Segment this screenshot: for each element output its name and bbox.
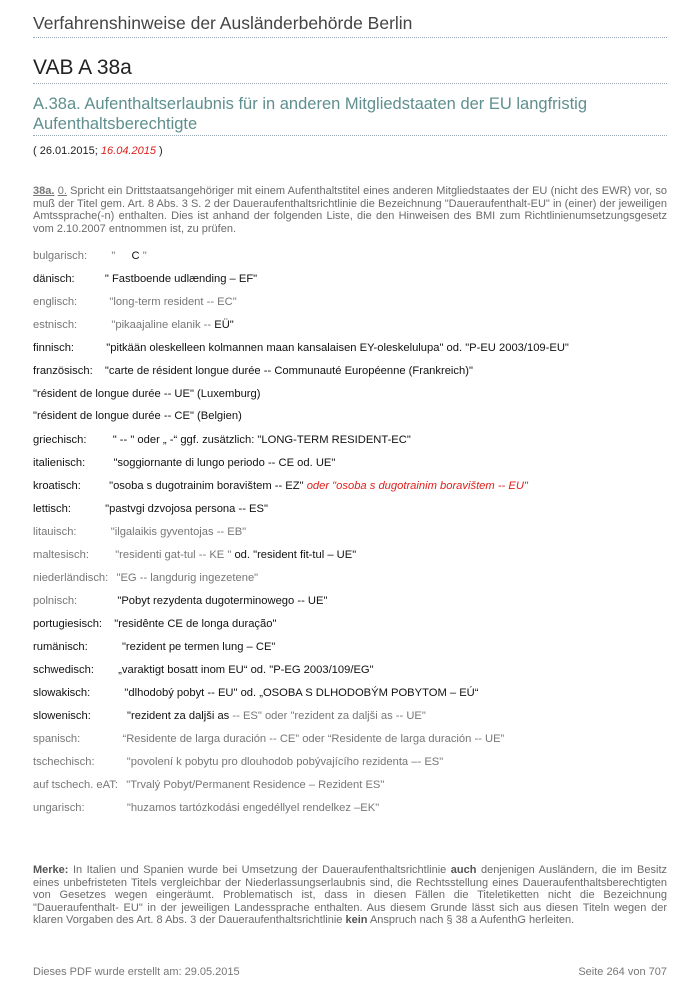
divider <box>33 83 667 84</box>
language-term: С <box>131 250 140 262</box>
date-open: ( 26.01.2015; <box>33 145 98 157</box>
language-label: italienisch: <box>33 457 86 469</box>
revision-dates <box>33 145 163 157</box>
subparagraph-marker[interactable]: 0. <box>57 185 67 197</box>
date-changed: 16.04.2015 <box>100 145 156 157</box>
language-label: ungarisch: <box>33 802 85 814</box>
language-term: “Residente de larga duración -- CE” oder “Residente de larga duración -- UE” <box>122 733 505 745</box>
date-close: ) <box>159 145 163 157</box>
language-term-alt: od. "resident fit-tul – UE" <box>234 549 357 561</box>
language-label: kroatisch: <box>33 480 81 492</box>
language-row-maltesisch <box>33 548 356 562</box>
merke-label: Merke: <box>33 864 69 876</box>
language-row-kroatisch <box>33 479 528 493</box>
language-term: "huzamos tartózkodási engedéllyel rendelkez –EK" <box>126 802 380 814</box>
language-row-slowakisch <box>33 686 478 700</box>
language-term: "soggiornante di lungo periodo -- CE od. UE" <box>113 457 336 469</box>
language-term: "Trvalý Pobyt/Permanent Residence – Rezident ES" <box>126 779 385 791</box>
language-row-englisch <box>33 295 237 309</box>
language-label: slowakisch: <box>33 687 91 699</box>
language-label: bulgarisch: <box>33 250 88 262</box>
language-row-franzoesisch <box>33 364 473 378</box>
language-label: rumänisch: <box>33 641 88 653</box>
language-term: "rezident pe termen lung – CE" <box>121 641 276 653</box>
language-label: finnisch: <box>33 342 75 354</box>
language-term: " Fastboende udlænding – EF" <box>104 273 258 285</box>
language-row-lettisch <box>33 502 268 516</box>
language-term: „varaktigt bosatt inom EU“ od. "P-EG 2003/109/EG" <box>118 664 374 676</box>
language-row-franzoesisch-luxemburg <box>33 387 260 401</box>
language-label: auf tschech. eAT: <box>33 779 118 791</box>
language-row-ungarisch <box>33 801 379 815</box>
divider <box>33 37 667 38</box>
language-term: "pikaajaline elanik -- <box>111 319 212 331</box>
language-label: tschechisch: <box>33 756 95 768</box>
language-row-franzoesisch-belgien <box>33 409 242 423</box>
language-label: englisch: <box>33 296 78 308</box>
language-row-tschechisch <box>33 755 443 769</box>
language-label: französisch: <box>33 365 93 377</box>
language-row-griechisch <box>33 433 411 447</box>
language-label: slowenisch: <box>33 710 91 722</box>
intro-paragraph <box>33 185 667 235</box>
language-term: "long-term resident -- EC" <box>109 296 237 308</box>
language-label: griechisch: <box>33 434 87 446</box>
language-label: niederländisch: <box>33 572 109 584</box>
language-term: "dlhodobý pobyt -- EU" od. „OSOBA S DLHODOBÝM POBYTOM – EÚ“ <box>124 687 479 699</box>
language-row-polnisch <box>33 594 327 608</box>
language-label: portugiesisch: <box>33 618 103 630</box>
language-term: " -- " oder „ -“ ggf. zusätzlich: "LONG-TERM RESIDENT-EC" <box>112 434 411 446</box>
language-row-niederlaendisch <box>33 571 258 585</box>
language-term-suffix: EÜ" <box>214 319 234 331</box>
language-term: "rezident za daljši as <box>127 710 230 722</box>
language-row-italienisch <box>33 456 335 470</box>
language-row-slowenisch <box>33 709 426 723</box>
language-row-rumaenisch <box>33 640 275 654</box>
site-title: Verfahrenshinweise der Ausländerbehörde Berlin <box>33 13 413 33</box>
language-term: "osoba s dugotrainim boravištem -- EZ" <box>109 480 304 492</box>
language-row-finnisch <box>33 341 569 355</box>
language-term: "povolení k pobytu pro dlouhodob pobývajícího rezidenta –- ES" <box>126 756 444 768</box>
language-term-amendment: oder "osoba s dugotrainim boravištem -- EU" <box>306 480 528 492</box>
language-row-spanisch <box>33 732 504 746</box>
language-label: schwedisch: <box>33 664 94 676</box>
language-row-daenisch <box>33 272 257 286</box>
language-term: "EG -- langdurig ingezetene" <box>116 572 259 584</box>
language-label: spanisch: <box>33 733 81 745</box>
language-row-litauisch <box>33 525 246 539</box>
language-term: "carte de résident longue durée -- Communauté Européenne (Frankreich)" <box>104 365 473 377</box>
doc-title: VAB A 38a <box>33 56 132 79</box>
language-row-portugiesisch <box>33 617 276 631</box>
language-term-alt: -- ES" oder "rezident za daljši as -- UE" <box>232 710 426 722</box>
language-term: "résident de longue durée -- CE" (Belgien) <box>33 410 242 422</box>
language-row-tschechisch-eat <box>33 778 384 792</box>
language-term: "residênte CE de longa duração" <box>114 618 277 630</box>
intro-text: Spricht ein Drittstaatsangehöriger mit einem Aufenthaltstitel eines anderen Mitgliedstaates der EU (nicht des EWR) vor, so muß der Titel gem. Art. 8 Abs. 3 S. 2 der Daueraufenthaltsrichtlinie die Bezeichnung "Daueraufenthalt-EU" in (einer) der jeweiligen Amtssprache(-n) enthalten. Dies ist anhand der folgenden Liste, die den Hinweisen des BMI zum Richtlinienumsetzungsgesetz vom 2.10.2007 entnommen ist, zu prüfen. <box>33 185 668 235</box>
language-row-estnisch <box>33 318 234 332</box>
language-term: "résident de longue durée -- UE" (Luxemburg) <box>33 388 261 400</box>
language-label: dänisch: <box>33 273 75 285</box>
language-term: "Pobyt rezydenta dugoterminowego -- UE" <box>117 595 328 607</box>
page-number: Seite 264 von 707 <box>578 966 667 978</box>
language-row-schwedisch <box>33 663 374 677</box>
language-term: "pastvgi dzvojosa persona -- ES" <box>105 503 268 515</box>
language-term: "ilgalaikis gyventojas -- EB" <box>110 526 247 538</box>
language-label: lettisch: <box>33 503 71 515</box>
language-label: polnisch: <box>33 595 78 607</box>
paragraph-marker[interactable]: 38a. <box>33 185 55 197</box>
section-title: A.38a. Aufenthaltserlaubnis für in anderen Mitgliedstaaten der EU langfristig Aufenthaltsberechtigte <box>33 95 587 133</box>
merke-note: Merke: In Italien und Spanien wurde bei Umsetzung der Daueraufenthaltsrichtlinie auch denjenigen Ausländern, die im Besitz eines unbefristeten Titels vergleichbar der Niederlassungserlaubnis sind, die Rechtsstellung eines Daueraufenthaltsberechtigten von Gesetzes wegen eingeräumt. Problematisch ist, dass in diesen Fällen die Titeletiketten nicht die Bezeichnung "Daueraufenthalt- EU" in der jeweiligen Landessprache enthalten. Aus diesem Grunde lässt sich aus diesen Titeln wegen der klaren Vorgaben des Art. 8 Abs. 3 der Daueraufenthaltsrichtlinie kein Anspruch nach § 38 a AufenthG herleiten. <box>33 864 668 927</box>
language-label: litauisch: <box>33 526 77 538</box>
language-label: estnisch: <box>33 319 78 331</box>
language-label: maltesisch: <box>33 549 89 561</box>
pdf-created-date: Dieses PDF wurde erstellt am: 29.05.2015 <box>33 966 240 978</box>
language-row-bulgarisch: bulgarisch: " С " <box>33 250 147 262</box>
language-term: "pitkään oleskelleen kolmannen maan kansalaisen EY-oleskelulupa" od. "P-EU 2003/109-EU" <box>106 342 569 354</box>
divider <box>33 135 667 136</box>
language-term: "residenti gat-tul -- KE " <box>115 549 232 561</box>
